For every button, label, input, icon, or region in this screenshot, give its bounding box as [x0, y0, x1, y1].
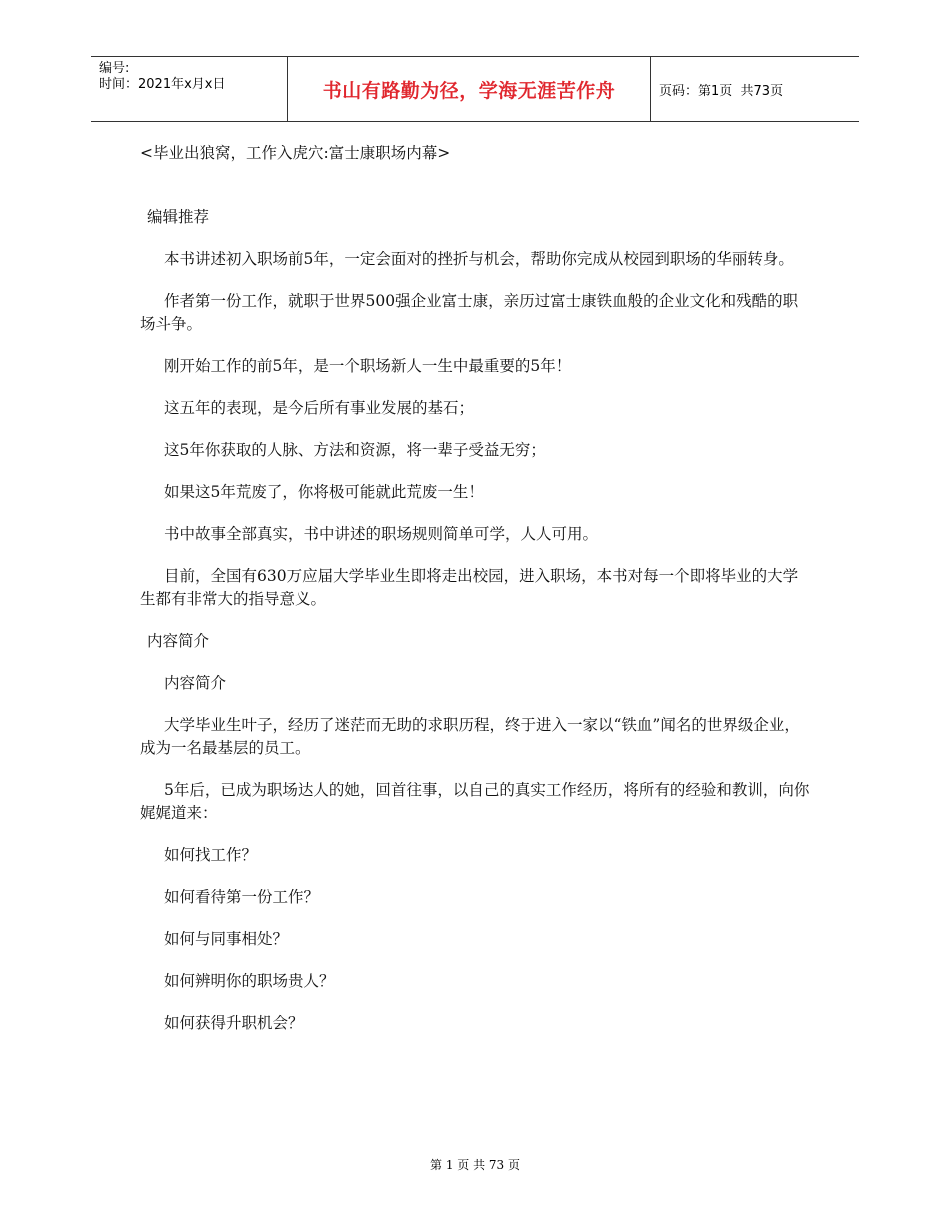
section-subheading-summary: 内容简介 [164, 674, 227, 692]
paragraph: 刚开始工作的前5年，是一个职场新人一生中最重要的5年！ [164, 357, 572, 375]
paragraph: 作者第一份工作，就职于世界500强企业富士康，亲历过富士康铁血般的企业文化和残酷的职场斗争。 [140, 292, 799, 333]
page-header [91, 56, 859, 122]
header-page-info: 页码：第1页 共73页 [659, 83, 784, 99]
section-heading-summary: 内容简介 [147, 632, 210, 650]
question-item: 如何辨明你的职场贵人？ [164, 972, 335, 990]
document-title: <毕业出狼窝，工作入虎穴:富士康职场内幕> [140, 144, 451, 162]
paragraph: 这五年的表现，是今后所有事业发展的基石； [164, 399, 475, 417]
header-motto-cell [287, 57, 651, 121]
footer-page-number: 第 1 页 共 73 页 [430, 1158, 520, 1172]
section-heading-recommend: 编辑推荐 [147, 208, 210, 226]
document-time-label: 时间：2021年x月x日 [99, 77, 226, 92]
page-footer [0, 1156, 950, 1173]
paragraph: 这5年你获取的人脉、方法和资源，将一辈子受益无穷； [164, 441, 546, 459]
paragraph: 书中故事全部真实，书中讲述的职场规则简单可学，人人可用。 [164, 525, 599, 543]
paragraph: 本书讲述初入职场前5年，一定会面对的挫折与机会，帮助你完成从校园到职场的华丽转身。 [164, 250, 794, 268]
document-body [140, 142, 810, 1035]
document-number-label: 编号: [99, 61, 130, 76]
question-item: 如何与同事相处？ [164, 930, 289, 948]
paragraph: 如果这5年荒废了，你将极可能就此荒废一生！ [164, 483, 484, 501]
header-meta [91, 57, 287, 121]
paragraph: 大学毕业生叶子，经历了迷茫而无助的求职历程，终于进入一家以“铁血”闻名的世界级企业，成为一名最基层的员工。 [140, 716, 800, 757]
header-page-info-cell [651, 57, 859, 121]
question-item: 如何找工作？ [164, 846, 258, 864]
header-motto: 书山有路勤为径，学海无涯苦作舟 [322, 79, 616, 102]
paragraph: 5年后，已成为职场达人的她，回首往事，以自己的真实工作经历，将所有的经验和教训，向你娓娓道来： [140, 781, 810, 822]
question-item: 如何看待第一份工作？ [164, 888, 320, 906]
question-item: 如何获得升职机会？ [164, 1014, 304, 1032]
paragraph: 目前，全国有630万应届大学毕业生即将走出校园，进入职场，本书对每一个即将毕业的大学生都有非常大的指导意义。 [140, 567, 799, 608]
